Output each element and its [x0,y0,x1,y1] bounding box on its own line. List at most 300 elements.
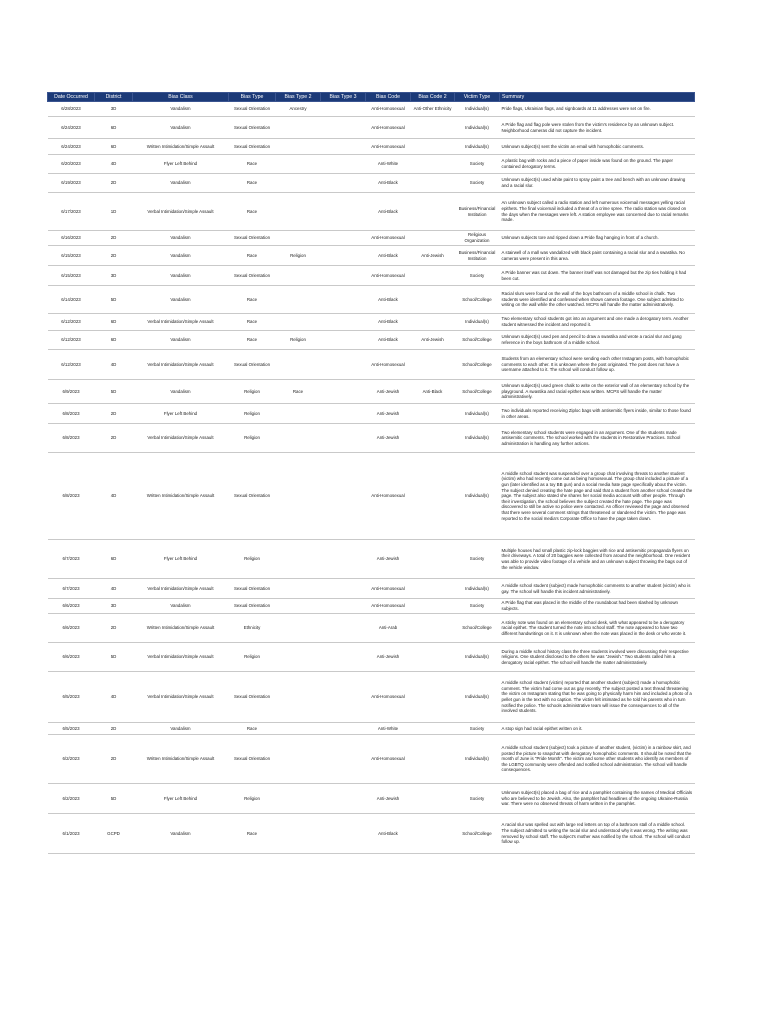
cell-victim-type: Individual(s) [455,579,500,599]
table-row [48,155,695,174]
cell-district: 2D [95,246,133,266]
cell-bias-code-2 [411,453,455,540]
cell-summary: A middle school student (victim) reported that another student (subject) made a homophobic comment. The victim had come out as gay recently. The subject posted a text thread threatening the victim on Instagram stating that he was going to physically harm him and included a photo of a pellet gun in the text with no caption. The victim felt intimated as he told his parents who in turn notified the police. The schools administrative team will issue the consequences to all of the involved students. [500,672,695,723]
cell-bias-type: Religion [229,540,276,579]
cell-bias-class: Verbal Intimidation/Simple Assault [133,350,229,380]
cell-district: 2D [95,404,133,424]
cell-bias-class: Vandalism [133,331,229,350]
cell-bias-type-3 [321,735,366,784]
cell-bias-type-3 [321,579,366,599]
cell-bias-type-3 [321,453,366,540]
cell-date-occurred: 6/12/2023 [48,331,95,350]
cell-victim-type: Religious Organization [455,231,500,246]
table-body [48,102,695,854]
cell-bias-class: Vandalism [133,174,229,193]
cell-district: 5D [95,643,133,672]
table-row [48,380,695,404]
cell-bias-type-2 [276,117,321,139]
cell-bias-code-2: Anti-Black [411,380,455,404]
cell-district: 6D [95,540,133,579]
cell-bias-class: Vandalism [133,231,229,246]
cell-bias-type: Sexual Orientation [229,672,276,723]
cell-bias-class: Verbal Intimidation/Simple Assault [133,424,229,453]
cell-bias-type-2 [276,231,321,246]
cell-bias-code: Anti-Arab [366,614,411,643]
cell-bias-type: Race [229,723,276,735]
cell-bias-code-2 [411,174,455,193]
cell-date-occurred: 6/5/2023 [48,672,95,723]
cell-bias-code-2 [411,266,455,286]
cell-bias-type: Religion [229,643,276,672]
cell-bias-class: Written Intimidation/Simple Assault [133,139,229,155]
cell-date-occurred: 6/2/2023 [48,735,95,784]
cell-summary: A racial slur was spelled out with large red letters on top of a bathroom stall of a middle school. The subject admitted to writing the racial slur and understood why it was wrong. The writing was removed by school staff. The subject's mother was notified by the school. The school will conduct follow up. [500,814,695,854]
cell-bias-class: Verbal Intimidation/Simple Assault [133,672,229,723]
cell-victim-type: Individual(s) [455,453,500,540]
cell-summary: Unknown subject(s) used green chalk to write on the exterior wall of an elementary school by the playground. A swastika and racial epithet was written. MCPS will handle the matter administratively. [500,380,695,404]
cell-bias-code-2 [411,735,455,784]
table-row [48,424,695,453]
cell-bias-type-3 [321,286,366,314]
cell-bias-code-2 [411,784,455,814]
cell-victim-type: Individual(s) [455,672,500,723]
table-header-row [48,93,695,102]
table-row [48,540,695,579]
cell-summary: During a middle school history class the three students involved were discussing their respective religions. One student disclosed to the others he was "Jewish." Two students called him a derogatory racial epithet. The school will handle the matter administratively. [500,643,695,672]
cell-summary: Racial slurs were found on the wall of the boys bathroom of a middle school in chalk. Two students were identified and confessed when shown camera footage. One subject admitted to writing on the wall while the other watched. MCPS will handle the matter administratively. [500,286,695,314]
cell-bias-code-2 [411,614,455,643]
cell-bias-type-3 [321,155,366,174]
cell-summary: A middle school student was suspended over a group chat involving threats to another student (victim) who had recently come out as being homosexual. The group chat included a picture of a gun (later identified as a toy BB gun) and a social media hate page specifically about the victim. The subject denied creating the hate page and said that a student from another school created the page. The subject also stated she shares her social media account with other people. Through their investigation, the school believes the subject created the hate page. The page was discovered to still be active so police were contacted. An officer reviewed the page and observed that there were several comment strings that threatened or slandered the victim. The page was reported to the social media's Corporate Office to have the page taken down. [500,453,695,540]
cell-bias-code: Anti-White [366,723,411,735]
cell-bias-code-2 [411,193,455,231]
table-row [48,784,695,814]
cell-bias-code: Anti-White [366,155,411,174]
cell-date-occurred: 6/24/2023 [48,117,95,139]
cell-date-occurred: 6/19/2023 [48,174,95,193]
cell-bias-code: Anti-Jewish [366,784,411,814]
cell-bias-type: Religion [229,380,276,404]
cell-bias-class: Vandalism [133,380,229,404]
cell-victim-type: Individual(s) [455,735,500,784]
cell-summary: Unknown subjects tore and ripped down a Pride flag hanging in front of a church. [500,231,695,246]
cell-date-occurred: 6/7/2023 [48,579,95,599]
cell-victim-type: Society [455,723,500,735]
cell-date-occurred: 6/6/2023 [48,599,95,614]
cell-summary: Students from an elementary school were sending each other Instagram posts, with homophobic comments to each other. It is unknown where the post originated. The post does not have a username attached to it. The school will conduct follow up. [500,350,695,380]
cell-bias-type-2 [276,424,321,453]
cell-bias-type-3 [321,643,366,672]
cell-district: 5D [95,380,133,404]
cell-date-occurred: 6/24/2023 [48,139,95,155]
cell-district: 3D [95,599,133,614]
cell-district: 5D [95,286,133,314]
cell-district: 5D [95,784,133,814]
cell-bias-type: Sexual Orientation [229,231,276,246]
cell-date-occurred: 6/7/2023 [48,540,95,579]
cell-bias-type-3 [321,139,366,155]
cell-bias-code-2 [411,643,455,672]
header-bias-class: Bias Class [133,93,229,102]
cell-summary: Unknown subject(s) sent the victim an email with homophobic comments. [500,139,695,155]
cell-district: 6D [95,331,133,350]
cell-summary: A stop sign had racial epithet written on it. [500,723,695,735]
cell-bias-code-2 [411,139,455,155]
cell-bias-type-3 [321,331,366,350]
cell-date-occurred: 6/9/2023 [48,380,95,404]
table-row [48,404,695,424]
cell-bias-type-2 [276,193,321,231]
cell-bias-type-2 [276,286,321,314]
table-row [48,672,695,723]
cell-bias-class: Vandalism [133,723,229,735]
cell-summary: An unknown subject called a radio station and left numerous voicemail messages yelling racial epithets. The final voicemail included a threat of a crime spree. The radio station was closed on the days when the messages were left. A station employee was concerned due to racial remarks made. [500,193,695,231]
cell-bias-type: Sexual Orientation [229,102,276,117]
table-row [48,350,695,380]
cell-bias-type: Sexual Orientation [229,453,276,540]
cell-victim-type: School/College [455,331,500,350]
cell-bias-type-2 [276,174,321,193]
cell-victim-type: Business/Financial Institution [455,193,500,231]
cell-bias-class: Verbal Intimidation/Simple Assault [133,643,229,672]
cell-victim-type: Individual(s) [455,102,500,117]
cell-bias-code-2: Anti-Jewish [411,246,455,266]
cell-bias-class: Vandalism [133,102,229,117]
cell-summary: Pride flags, Ukrainian flags, and signboards at 11 addresses were set on fire. [500,102,695,117]
table-row [48,139,695,155]
cell-bias-code: Anti-Homosexual [366,599,411,614]
cell-victim-type: Individual(s) [455,139,500,155]
cell-bias-type: Race [229,174,276,193]
cell-bias-code: Anti-Jewish [366,380,411,404]
cell-bias-code-2 [411,424,455,453]
cell-bias-type-2 [276,723,321,735]
cell-bias-type: Ethnicity [229,614,276,643]
cell-bias-code: Anti-Homosexual [366,672,411,723]
cell-summary: A sticky note was found on an elementary school desk, with what appeared to be a derogatory racial epithet. The student turned the note into school staff. The note appeared to have two different handwritings on it. It is unknown when the note was placed in the desk or who wrote it. [500,614,695,643]
cell-bias-class: Written Intimidation/Simple Assault [133,453,229,540]
cell-victim-type: Society [455,155,500,174]
cell-summary: Two elementary school students got into an argument and one made a derogatory term. Another student witnessed the incident and reported it. [500,314,695,331]
cell-victim-type: Society [455,266,500,286]
table-row [48,246,695,266]
cell-bias-code-2 [411,231,455,246]
cell-bias-type-2 [276,735,321,784]
cell-bias-code: Anti-Jewish [366,540,411,579]
cell-bias-type: Religion [229,404,276,424]
cell-date-occurred: 6/8/2023 [48,424,95,453]
cell-date-occurred: 6/12/2023 [48,314,95,331]
cell-bias-type-2: Race [276,380,321,404]
cell-date-occurred: 6/6/2023 [48,614,95,643]
cell-bias-class: Written Intimidation/Simple Assault [133,614,229,643]
cell-bias-class: Flyer Left Behind [133,155,229,174]
cell-bias-code: Anti-Homosexual [366,266,411,286]
cell-bias-type-2 [276,599,321,614]
cell-bias-type: Race [229,331,276,350]
cell-bias-code-2 [411,404,455,424]
table-row [48,102,695,117]
cell-bias-code-2 [411,672,455,723]
cell-district: 3D [95,266,133,286]
cell-bias-code-2 [411,814,455,854]
cell-bias-code: Anti-Homosexual [366,231,411,246]
cell-summary: A plastic bag with rocks and a piece of paper inside was found on the ground. The paper contained derogatory terms. [500,155,695,174]
header-summary: Summary [500,93,695,102]
cell-victim-type: Individual(s) [455,404,500,424]
cell-summary: Two individuals reported receiving Ziploc bags with antisemitic flyers inside, similar to those found in other areas. [500,404,695,424]
cell-bias-type-2 [276,540,321,579]
cell-bias-code-2 [411,314,455,331]
cell-bias-type-3 [321,614,366,643]
cell-bias-class: Flyer Left Behind [133,540,229,579]
cell-bias-class: Verbal Intimidation/Simple Assault [133,193,229,231]
cell-summary: Unknown subject(s) placed a bag of rice and a pamphlet containing the names of Medical Officials who are believed to be Jewish. Also, the pamphlet had headlines of the ongoing Ukraine-Russia war. There were no observed threats of harm written in the pamphlet. [500,784,695,814]
table-row [48,723,695,735]
cell-date-occurred: 6/15/2023 [48,266,95,286]
cell-bias-type-2 [276,814,321,854]
cell-bias-type-2 [276,643,321,672]
cell-bias-class: Verbal Intimidation/Simple Assault [133,579,229,599]
header-bias-code-2: Bias Code 2 [411,93,455,102]
cell-district: 2D [95,424,133,453]
cell-bias-type-3 [321,814,366,854]
cell-bias-code: Anti-Homosexual [366,139,411,155]
cell-bias-type-2 [276,155,321,174]
cell-bias-type-2 [276,614,321,643]
cell-bias-type: Race [229,314,276,331]
cell-bias-class: Written Intimidation/Simple Assault [133,735,229,784]
cell-victim-type: Business/Financial Institution [455,246,500,266]
cell-date-occurred: 6/14/2023 [48,286,95,314]
cell-bias-code: Anti-Homosexual [366,350,411,380]
cell-bias-type: Sexual Orientation [229,266,276,286]
cell-date-occurred: 6/2/2023 [48,784,95,814]
table-row [48,614,695,643]
cell-bias-type-2 [276,266,321,286]
cell-bias-type-3 [321,380,366,404]
cell-summary: Unknown subject(s) used white paint to spray paint a tree and bench with an unknown drawing and a racial slur. [500,174,695,193]
table-row [48,643,695,672]
cell-bias-type: Race [229,246,276,266]
cell-bias-code: Anti-Black [366,814,411,854]
cell-bias-class: Vandalism [133,599,229,614]
cell-bias-type: Race [229,155,276,174]
cell-bias-type-2: Religion [276,331,321,350]
cell-date-occurred: 6/1/2023 [48,814,95,854]
cell-district: 4D [95,155,133,174]
cell-bias-type: Religion [229,784,276,814]
cell-bias-type-2 [276,672,321,723]
cell-bias-type: Sexual Orientation [229,735,276,784]
cell-bias-class: Flyer Left Behind [133,404,229,424]
cell-bias-type-3 [321,174,366,193]
cell-bias-type-3 [321,193,366,231]
bias-incident-table-sheet [47,92,694,854]
header-district: District [95,93,133,102]
cell-bias-type-3 [321,117,366,139]
cell-bias-class: Vandalism [133,246,229,266]
cell-bias-code: Anti-Black [366,331,411,350]
cell-date-occurred: 6/16/2023 [48,231,95,246]
cell-district: 2D [95,614,133,643]
cell-bias-code: Anti-Black [366,286,411,314]
cell-summary: A Pride flag that was placed in the middle of the roundabout had been slashed by unknown subjects. [500,599,695,614]
cell-bias-type-3 [321,231,366,246]
header-victim-type: Victim Type [455,93,500,102]
cell-victim-type: Society [455,174,500,193]
cell-bias-code: Anti-Homosexual [366,579,411,599]
cell-bias-code: Anti-Homosexual [366,117,411,139]
cell-bias-code-2 [411,723,455,735]
cell-bias-code-2 [411,350,455,380]
table-row [48,193,695,231]
cell-bias-type-2: Ancestry [276,102,321,117]
cell-victim-type: School/College [455,614,500,643]
header-date-occurred: Date Occurred [48,93,95,102]
cell-bias-type: Sexual Orientation [229,579,276,599]
cell-district: 1D [95,193,133,231]
cell-bias-code: Anti-Jewish [366,404,411,424]
cell-victim-type: School/College [455,380,500,404]
cell-bias-type-3 [321,672,366,723]
cell-bias-code: Anti-Homosexual [366,102,411,117]
cell-bias-code-2 [411,579,455,599]
table-row [48,231,695,246]
header-bias-code: Bias Code [366,93,411,102]
cell-bias-code-2 [411,540,455,579]
cell-bias-type: Sexual Orientation [229,350,276,380]
cell-bias-type-3 [321,350,366,380]
table-row [48,314,695,331]
cell-bias-type-3 [321,784,366,814]
cell-district: 2D [95,174,133,193]
cell-bias-type-3 [321,266,366,286]
table-row [48,453,695,540]
cell-victim-type: Society [455,784,500,814]
table-row [48,599,695,614]
cell-bias-code-2 [411,117,455,139]
cell-district: 3D [95,102,133,117]
cell-district: 6D [95,117,133,139]
cell-date-occurred: 6/6/2023 [48,643,95,672]
cell-bias-class: Vandalism [133,286,229,314]
cell-date-occurred: 6/8/2023 [48,404,95,424]
cell-district: 4D [95,453,133,540]
cell-summary: A middle school student (subject) made homophobic comments to another student (victim) who is gay. The school will handle this incident administratively. [500,579,695,599]
cell-summary: A middle school student (subject) took a picture of another student, (victim) in a rainbow skirt, and posted the picture to snapchat with derogatory homophobic comments. It should be noted that the month of June is "Pride Month". The victim and some other students who identify as members of the LGBTQ community were offended and notified school administration. The school will handle consequences. [500,735,695,784]
cell-bias-code-2 [411,599,455,614]
cell-bias-type: Religion [229,424,276,453]
cell-victim-type: Society [455,599,500,614]
cell-summary: A stairwell of a mall was vandalized with black paint containing a racial slur and a swastika. No cameras were present in this area. [500,246,695,266]
cell-date-occurred: 6/20/2023 [48,155,95,174]
cell-bias-type: Sexual Orientation [229,139,276,155]
table-row [48,286,695,314]
table-row [48,579,695,599]
cell-bias-type-3 [321,723,366,735]
table-row [48,814,695,854]
cell-district: GCPD [95,814,133,854]
cell-summary: Multiple houses had small plastic zip-lock baggies with rice and antisemitic propaganda flyers on their driveways. A total of 20 baggies were collected from around the neighborhood. One resident was able to provide video footage of a vehicle and an unknown subject throwing the bags out of the vehicle window. [500,540,695,579]
cell-victim-type: Individual(s) [455,643,500,672]
header-bias-type: Bias Type [229,93,276,102]
table-row [48,735,695,784]
cell-bias-class: Vandalism [133,814,229,854]
cell-victim-type: Society [455,540,500,579]
table-row [48,174,695,193]
cell-bias-type: Race [229,193,276,231]
cell-bias-code: Anti-Black [366,246,411,266]
cell-bias-type: Sexual Orientation [229,117,276,139]
cell-victim-type: School/College [455,350,500,380]
cell-bias-type-3 [321,314,366,331]
cell-summary: Unknown subject(s) used pen and pencil to draw a swastika and wrote a racial slur and gang reference in the boys bathroom of a middle school. [500,331,695,350]
cell-district: 4D [95,350,133,380]
cell-bias-type-2 [276,404,321,424]
cell-bias-code: Anti-Homosexual [366,735,411,784]
cell-bias-type: Race [229,814,276,854]
cell-bias-code-2: Anti-Other Ethnicity [411,102,455,117]
cell-bias-code: Anti-Jewish [366,643,411,672]
table-row [48,117,695,139]
cell-victim-type: School/College [455,286,500,314]
cell-victim-type: Individual(s) [455,117,500,139]
cell-bias-class: Flyer Left Behind [133,784,229,814]
cell-date-occurred: 6/17/2023 [48,193,95,231]
cell-victim-type: Individual(s) [455,314,500,331]
cell-bias-type-2: Religion [276,246,321,266]
cell-bias-code: Anti-Jewish [366,424,411,453]
cell-bias-class: Verbal Intimidation/Simple Assault [133,314,229,331]
cell-bias-type-3 [321,424,366,453]
cell-bias-code: Anti-Homosexual [366,453,411,540]
cell-district: 2D [95,735,133,784]
cell-bias-type: Race [229,286,276,314]
cell-district: 2D [95,231,133,246]
cell-date-occurred: 6/15/2023 [48,246,95,266]
bias-incident-table [47,92,695,854]
cell-bias-type-3 [321,404,366,424]
cell-date-occurred: 6/12/2023 [48,350,95,380]
cell-bias-type-2 [276,579,321,599]
header-bias-type-3: Bias Type 3 [321,93,366,102]
cell-date-occurred: 6/5/2023 [48,723,95,735]
cell-summary: A Pride banner was cut down. The banner itself was not damaged but the zip ties holding it had been cut. [500,266,695,286]
cell-bias-code: Anti-Black [366,314,411,331]
cell-date-occurred: 6/8/2023 [48,453,95,540]
cell-victim-type: School/College [455,814,500,854]
header-bias-type-2: Bias Type 2 [276,93,321,102]
cell-victim-type: Individual(s) [455,424,500,453]
cell-bias-type-3 [321,540,366,579]
cell-district: 2D [95,723,133,735]
cell-bias-code: Anti-Black [366,193,411,231]
cell-bias-type: Sexual Orientation [229,599,276,614]
cell-bias-type-2 [276,314,321,331]
cell-bias-code-2: Anti-Jewish [411,331,455,350]
cell-bias-type-3 [321,246,366,266]
cell-summary: A Pride flag and flag pole were stolen from the victim's residence by an unknown subject. Neighborhood cameras did not capture the incident. [500,117,695,139]
table-row [48,266,695,286]
cell-bias-type-2 [276,139,321,155]
cell-bias-class: Vandalism [133,117,229,139]
cell-bias-class: Vandalism [133,266,229,286]
cell-bias-code-2 [411,286,455,314]
cell-district: 6D [95,139,133,155]
cell-bias-type-2 [276,784,321,814]
cell-bias-type-3 [321,599,366,614]
